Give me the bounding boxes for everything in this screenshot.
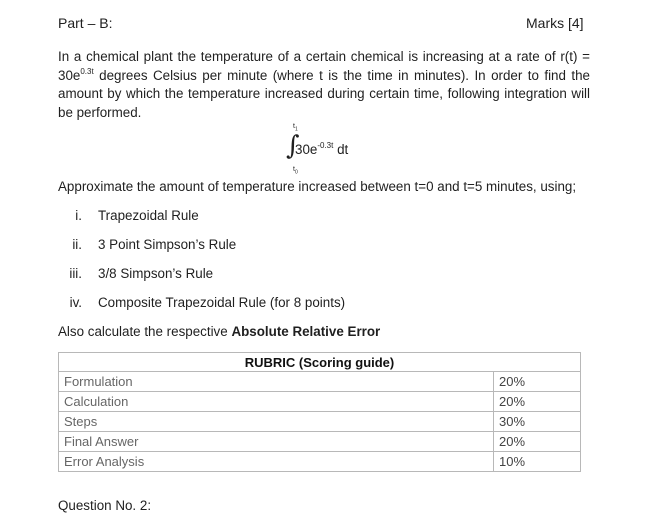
list-item: iv. Composite Trapezoidal Rule (for 8 points): [69, 295, 346, 310]
list-item: ii. 3 Point Simpson’s Rule: [72, 237, 237, 252]
list-item: i. Trapezoidal Rule: [75, 208, 199, 223]
integral-expression: [286, 123, 406, 175]
rubric-title: RUBRIC (Scoring guide): [59, 353, 581, 372]
problem-statement: In a chemical plant the temperature of a certain chemical is increasing at a rate of $r(t) = 30e^{0.3t}$ degrees Celsius per minute (where t is the time in minutes). In order to find the amount by which the temperature increased during certain time, following integration will be performed.: [58, 49, 590, 120]
task-instruction: Approximate the amount of temperature increased between t=0 and t=5 minutes, using;: [58, 179, 577, 194]
upper-limit: $t_1$: [293, 123, 298, 133]
table-row: Final Answer 20%: [59, 432, 581, 452]
marks-label: Marks [4]: [526, 15, 584, 31]
next-question-heading: Question No. 2:: [58, 498, 152, 513]
table-row: Steps 30%: [59, 412, 581, 432]
integral-sign-icon: ∫: [286, 131, 300, 161]
table-row: Formulation 20%: [59, 372, 581, 392]
table-row: Calculation 20%: [59, 392, 581, 412]
integrand: $30e^{-0.3t}$ dt: [295, 141, 349, 157]
error-instruction: Also calculate the respective Absolute Relative Error: [58, 324, 381, 339]
rubric-table: [58, 352, 581, 472]
rubric-header: [59, 353, 581, 372]
part-heading: Part – B:: [58, 15, 113, 31]
list-item: iii. 3/8 Simpson’s Rule: [69, 266, 214, 281]
table-row: Error Analysis 10%: [59, 452, 581, 472]
lower-limit: $t_0$: [293, 166, 298, 176]
